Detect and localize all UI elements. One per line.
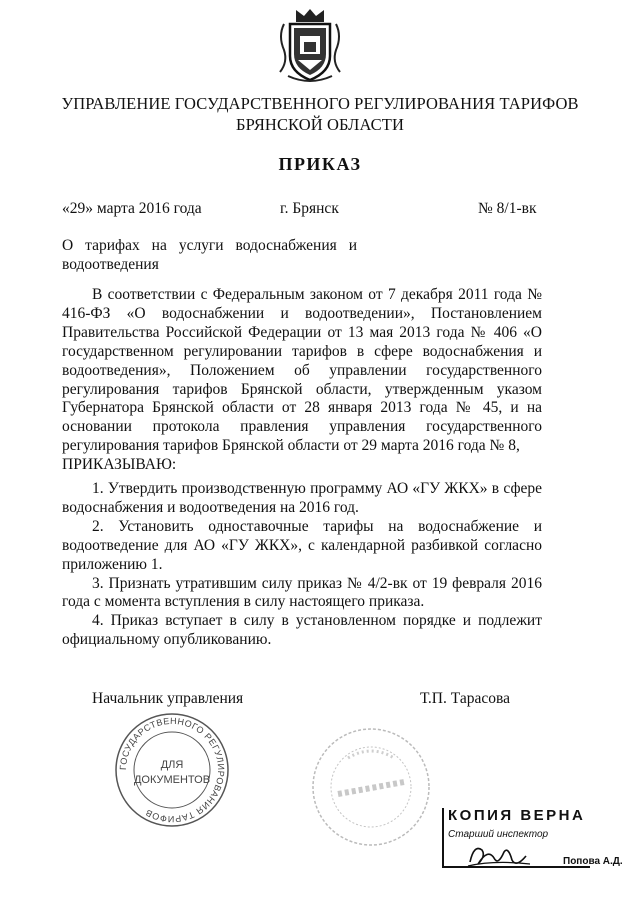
preamble-block bbox=[62, 286, 542, 475]
order-item-1: 1. Утвердить производственную программу АО «ГУ ЖКХ» в сфере водоснабжения и водоотведения на 2016 год. bbox=[62, 480, 542, 516]
organization-name-line2: БРЯНСКОЙ ОБЛАСТИ bbox=[236, 115, 404, 134]
handwritten-signature-icon bbox=[464, 838, 534, 872]
signatory-name: Т.П. Тарасова bbox=[420, 690, 510, 707]
order-item-3: 3. Признать утратившим силу приказ № 4/2-вк от 19 февраля 2016 года с момента вступления в силу настоящего приказа. bbox=[62, 574, 542, 611]
copy-certified-name: Попова А.Д. bbox=[563, 856, 623, 867]
order-city: г. Брянск bbox=[280, 200, 339, 217]
stamp-text-line2: ДОКУМЕНТОВ bbox=[133, 774, 211, 786]
document-title: ПРИКАЗ bbox=[278, 154, 362, 174]
order-item-2: 2. Установить одноставочные тарифы на водоснабжение и водоотведение для АО «ГУ ЖКХ», с календарной разбивкой согласно приложению 1. bbox=[62, 517, 542, 573]
round-seal-icon bbox=[112, 710, 232, 830]
stamp-ring-text: ГОСУДАРСТВЕННОГО РЕГУЛИРОВАНИЯ ТАРИФОВ bbox=[117, 715, 227, 825]
preamble-text: В соответствии с Федеральным законом от 7 декабря 2011 года № 416-ФЗ «О водоснабжении и водоотведении», Постановлением Правительства Российской Федерации от 13 мая 2013 года № 406 «О государственном регулировании тарифов в сфере водоснабжения и водоотведения», Положением об управлении государственного регулирования тарифов Брянской области, утвержденным указом Губернатора Брянской области от 28 января 2013 года № 45, и на основании протокола правления управления государственного регулирования тарифов Брянской области от 29 марта 2016 года № 8, bbox=[62, 286, 542, 455]
coat-of-arms-icon bbox=[274, 6, 346, 86]
signatory-position: Начальник управления bbox=[92, 690, 244, 707]
faint-seal-icon bbox=[308, 724, 434, 850]
order-date: «29» марта 2016 года bbox=[62, 200, 202, 217]
order-items bbox=[62, 480, 542, 650]
stamp-text-line1: ДЛЯ bbox=[160, 759, 184, 771]
copy-certified-role: Старший инспектор bbox=[448, 829, 549, 840]
order-word: ПРИКАЗЫВАЮ: bbox=[62, 456, 177, 474]
order-item-4: 4. Приказ вступает в силу в установленном порядке и подлежит официальному опубликованию. bbox=[62, 612, 542, 649]
copy-certified-title: КОПИЯ ВЕРНА bbox=[448, 807, 586, 824]
order-number: № 8/1-вк bbox=[478, 200, 537, 217]
order-subject: О тарифах на услуги водоснабжения и водоотведения bbox=[62, 237, 357, 273]
organization-name-line1: УПРАВЛЕНИЕ ГОСУДАРСТВЕННОГО РЕГУЛИРОВАНИЯ ТАРИФОВ bbox=[61, 94, 579, 113]
